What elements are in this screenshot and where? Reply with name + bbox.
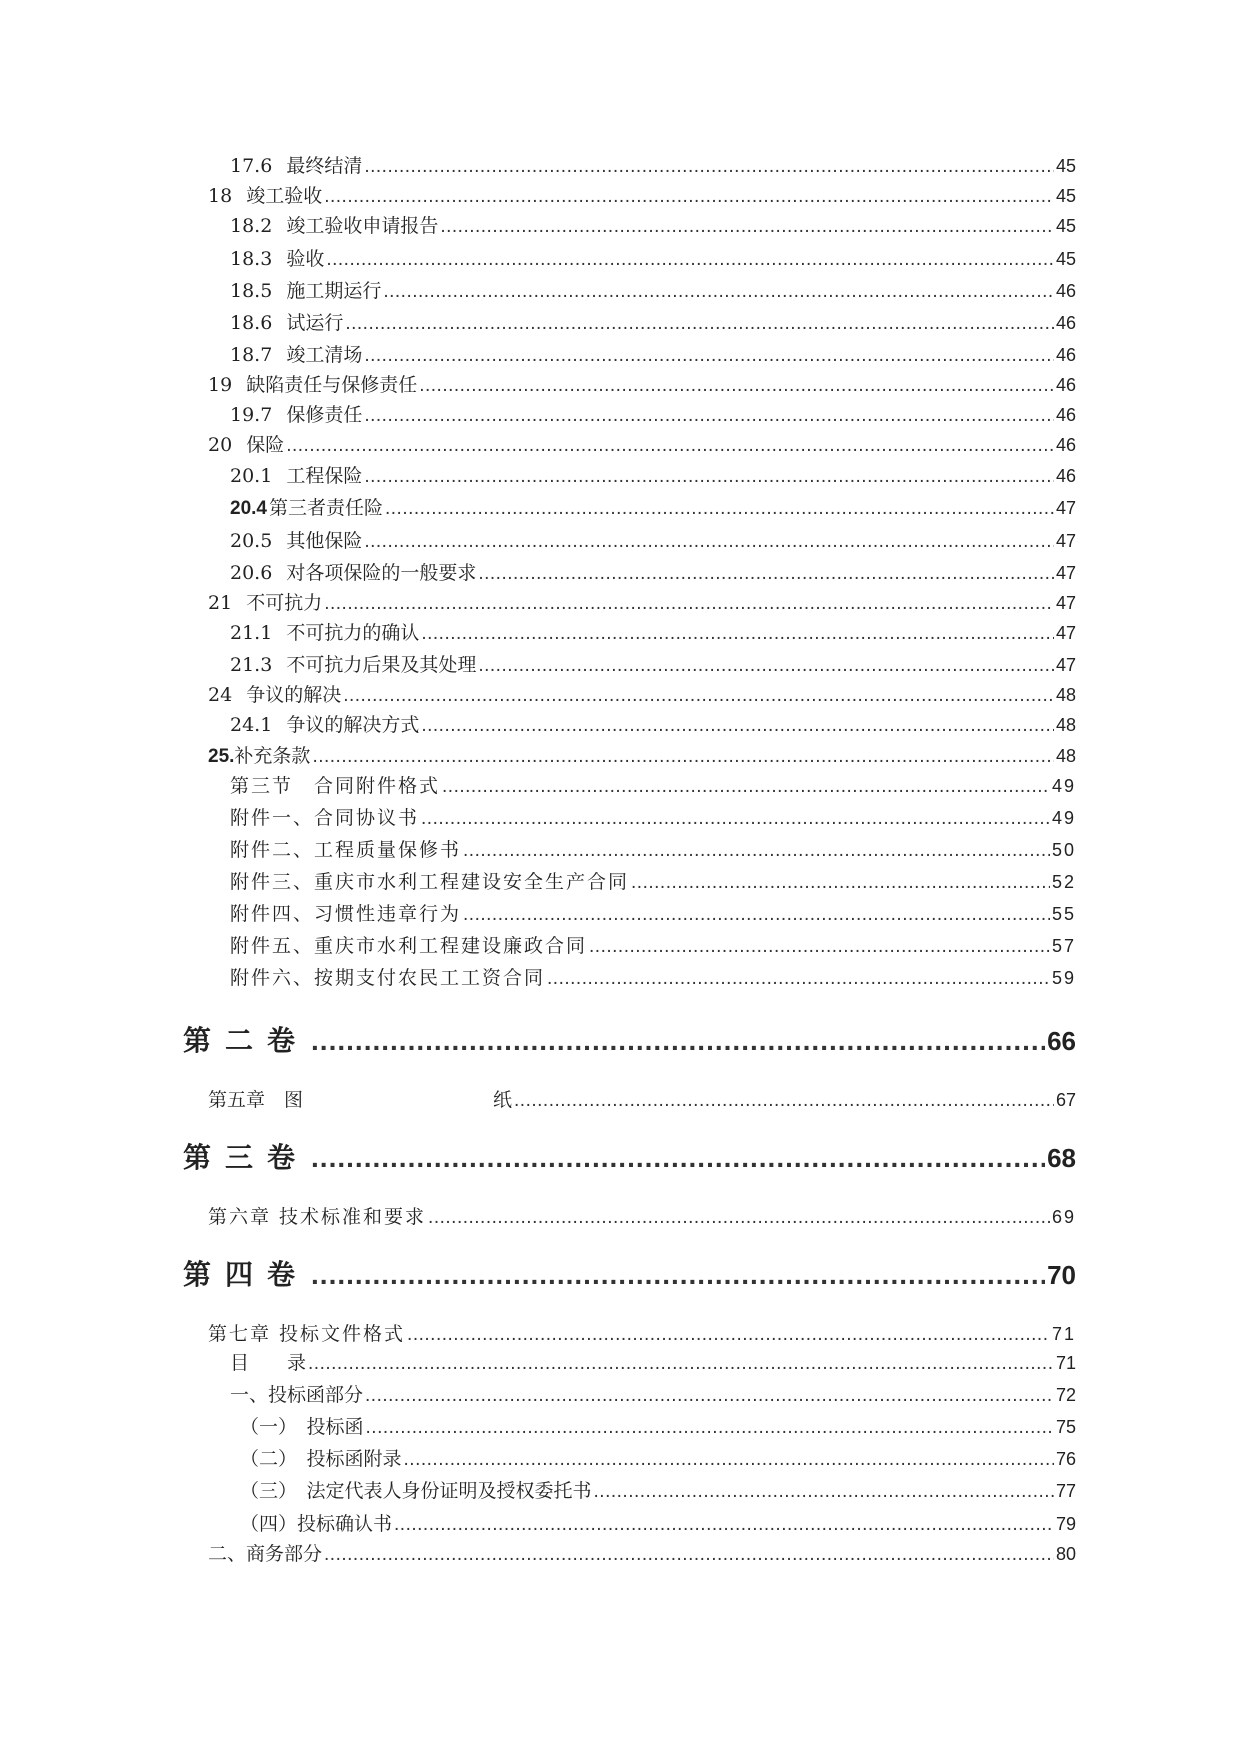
dot-leader	[312, 745, 1054, 769]
dot-leader	[364, 155, 1054, 179]
toc-entry-title: 第三卷	[183, 1141, 310, 1174]
toc-entry-page: 45	[1055, 216, 1076, 236]
toc-entry-number: 24.1	[230, 714, 273, 736]
toc-entry[interactable]	[230, 403, 1076, 428]
toc-entry-page: 47	[1055, 498, 1076, 518]
dot-leader	[345, 312, 1054, 336]
toc-entry-title: 竣工验收	[246, 185, 323, 207]
dot-leader	[428, 1206, 1050, 1230]
toc-entry-title: 附件六、按期支付农民工工资合同	[230, 967, 546, 989]
dot-leader	[343, 684, 1054, 708]
toc-entry[interactable]	[230, 806, 1076, 831]
toc-entry-title: 附件一、合同协议书	[230, 807, 420, 829]
toc-entry-page: 48	[1055, 746, 1076, 766]
toc-entry-title: （一） 投标函	[240, 1416, 364, 1438]
toc-entry-title: 第四卷	[183, 1258, 310, 1291]
dot-leader	[421, 807, 1050, 831]
toc-entry-page: 47	[1055, 563, 1076, 583]
toc-entry-page: 79	[1055, 1514, 1076, 1534]
dot-leader	[324, 185, 1054, 209]
toc-entry-title: 争议的解决	[246, 684, 342, 706]
toc-entry[interactable]	[208, 1205, 1076, 1230]
dot-leader	[364, 465, 1054, 489]
dot-leader	[364, 530, 1054, 554]
toc-entry-number: 20.1	[230, 465, 273, 487]
toc-entry-page: 45	[1055, 156, 1076, 176]
toc-entry-number: 18.6	[230, 312, 273, 334]
toc-entry-title: 保修责任	[286, 404, 363, 426]
toc-entry[interactable]	[230, 653, 1076, 678]
toc-entry-page: 77	[1055, 1481, 1076, 1501]
toc-entry[interactable]	[230, 561, 1076, 586]
toc-entry[interactable]	[230, 343, 1076, 368]
toc-entry[interactable]	[230, 902, 1076, 927]
toc-entry-page: 66	[1047, 1026, 1076, 1056]
toc-entry[interactable]	[230, 311, 1076, 336]
toc-entry-title: 不可抗力后果及其处理	[286, 654, 477, 676]
toc-entry[interactable]	[240, 1415, 1076, 1440]
toc-entry[interactable]	[208, 184, 1076, 209]
toc-entry-title: 第五章 图 纸	[208, 1089, 513, 1111]
toc-entry-page: 45	[1055, 186, 1076, 206]
toc-entry-page: 59	[1051, 968, 1076, 988]
toc-entry-page: 47	[1055, 531, 1076, 551]
toc-entry-title: 试运行	[286, 312, 344, 334]
toc-entry-title: 第三节 合同附件格式	[230, 775, 441, 797]
toc-entry-title: 附件五、重庆市水利工程建设廉政合同	[230, 935, 588, 957]
toc-entry-title: 不可抗力	[246, 592, 323, 614]
toc-entry[interactable]	[230, 838, 1076, 863]
dot-leader	[326, 248, 1054, 272]
toc-entry[interactable]	[208, 373, 1076, 398]
toc-entry-number: 20	[208, 434, 233, 456]
toc-entry[interactable]	[208, 433, 1076, 458]
toc-entry-page: 47	[1055, 623, 1076, 643]
toc-entry[interactable]	[230, 870, 1076, 895]
dot-leader	[394, 1513, 1054, 1537]
dot-leader	[589, 935, 1050, 959]
dot-leader	[421, 714, 1054, 738]
toc-entry-title: 验收	[286, 248, 325, 270]
toc-entry-page: 46	[1055, 281, 1076, 301]
toc-entry-page: 72	[1055, 1385, 1076, 1405]
dot-leader	[311, 1023, 1045, 1059]
dot-leader	[631, 871, 1050, 895]
dot-leader	[365, 1384, 1054, 1408]
dot-leader	[383, 280, 1054, 304]
toc-entry-page: 57	[1051, 936, 1076, 956]
toc-entry-page: 80	[1055, 1544, 1076, 1564]
toc-entry[interactable]	[230, 621, 1076, 646]
toc-entry-number: 18.5	[230, 280, 273, 302]
toc-entry-page: 49	[1051, 808, 1076, 828]
toc-entry-number: 21.1	[230, 622, 273, 644]
dot-leader	[308, 1352, 1054, 1376]
dot-leader	[463, 903, 1050, 927]
toc-entry[interactable]	[230, 247, 1076, 272]
toc-entry-number: 20.4	[230, 498, 267, 519]
toc-entry-page: 76	[1055, 1449, 1076, 1469]
toc-entry[interactable]	[230, 279, 1076, 304]
toc-entry-page: 45	[1055, 249, 1076, 269]
toc-entry-number: 20.6	[230, 562, 273, 584]
dot-leader	[364, 404, 1054, 428]
toc-entry-title: 目 录	[230, 1352, 307, 1374]
toc-entry-title: 施工期运行	[286, 280, 382, 302]
toc-entry-title: 缺陷责任与保修责任	[246, 374, 418, 396]
dot-leader	[324, 1543, 1054, 1567]
toc-entry-title: 对各项保险的一般要求	[286, 562, 477, 584]
dot-leader	[442, 775, 1050, 799]
toc-entry-page: 48	[1055, 715, 1076, 735]
toc-entry[interactable]	[208, 591, 1076, 616]
toc-entry-page: 47	[1055, 593, 1076, 613]
toc-entry-title: 最终结清	[286, 155, 363, 177]
dot-leader	[385, 497, 1054, 521]
toc-entry-page: 68	[1047, 1143, 1076, 1173]
toc-entry-title: 保险	[246, 434, 285, 456]
toc-entry-number: 18.2	[230, 215, 273, 237]
toc-entry-title: 二、商务部分	[208, 1543, 323, 1565]
toc-entry[interactable]	[208, 683, 1076, 708]
toc-entry-page: 46	[1055, 345, 1076, 365]
toc-entry-number: 17.6	[230, 155, 273, 177]
toc-entry-page: 52	[1051, 872, 1076, 892]
toc-entry-page: 46	[1055, 405, 1076, 425]
dot-leader	[547, 967, 1050, 991]
toc-entry[interactable]	[230, 1351, 1076, 1376]
dot-leader	[419, 374, 1054, 398]
toc-entry[interactable]	[208, 744, 1076, 769]
toc-entry-page: 69	[1051, 1207, 1076, 1227]
dot-leader	[514, 1089, 1054, 1113]
dot-leader	[407, 1323, 1050, 1347]
toc-entry-number: 25.	[208, 746, 235, 767]
dot-leader	[440, 215, 1054, 239]
dot-leader	[478, 654, 1054, 678]
toc-entry-title: 附件四、习惯性违章行为	[230, 903, 462, 925]
toc-volume-heading[interactable]	[183, 1023, 1076, 1059]
dot-leader	[404, 1448, 1054, 1472]
toc-entry-title: 不可抗力的确认	[286, 622, 420, 644]
dot-leader	[594, 1480, 1054, 1504]
dot-leader	[421, 622, 1054, 646]
toc-entry-page: 75	[1055, 1417, 1076, 1437]
toc-entry[interactable]	[240, 1512, 1076, 1537]
toc-entry-title: （二） 投标函附录	[240, 1448, 402, 1470]
toc-entry[interactable]	[240, 1447, 1076, 1472]
toc-entry[interactable]	[230, 214, 1076, 239]
toc-entry-title: 第六章 技术标准和要求	[208, 1206, 427, 1228]
toc-entry-number: 19.7	[230, 404, 273, 426]
toc-entry-page: 46	[1055, 313, 1076, 333]
toc-entry-number: 18	[208, 185, 233, 207]
toc-entry-page: 55	[1051, 904, 1076, 924]
toc-entry[interactable]	[230, 934, 1076, 959]
toc-entry-number: 20.5	[230, 530, 273, 552]
toc-entry-title: 第七章 投标文件格式	[208, 1323, 406, 1345]
dot-leader	[286, 434, 1054, 458]
toc-entry-title: （四）投标确认书	[240, 1513, 393, 1535]
toc-entry[interactable]	[230, 966, 1076, 991]
toc-entry-number: 21	[208, 592, 233, 614]
toc-entry[interactable]	[230, 1383, 1076, 1408]
toc-entry-number: 19	[208, 374, 233, 396]
toc-entry-title: 一、投标函部分	[230, 1384, 364, 1406]
toc-entry-page: 70	[1047, 1260, 1076, 1290]
toc-entry[interactable]	[240, 1479, 1076, 1504]
toc-entry[interactable]	[230, 713, 1076, 738]
toc-entry[interactable]	[230, 774, 1076, 799]
dot-leader	[364, 344, 1054, 368]
toc-entry[interactable]	[208, 1322, 1076, 1347]
toc-entry[interactable]	[208, 1542, 1076, 1567]
toc-entry-title: 竣工验收申请报告	[286, 215, 439, 237]
toc-entry-number: 18.3	[230, 248, 273, 270]
toc-entry[interactable]	[230, 529, 1076, 554]
toc-entry-title: 竣工清场	[286, 344, 363, 366]
toc-entry-number: 24	[208, 684, 233, 706]
toc-entry-page: 46	[1055, 435, 1076, 455]
toc-entry-page: 71	[1055, 1353, 1076, 1373]
dot-leader	[478, 562, 1054, 586]
toc-volume-heading[interactable]	[183, 1140, 1076, 1176]
toc-entry-page: 48	[1055, 685, 1076, 705]
toc-entry-page: 49	[1051, 776, 1076, 796]
dot-leader	[324, 592, 1054, 616]
toc-entry-page: 67	[1055, 1090, 1076, 1110]
toc-entry-title: 附件二、工程质量保修书	[230, 839, 462, 861]
toc-entry-number: 18.7	[230, 344, 273, 366]
toc-entry-page: 50	[1051, 840, 1076, 860]
toc-entry-title: 第二卷	[183, 1024, 310, 1057]
toc-entry-title: 其他保险	[286, 530, 363, 552]
dot-leader	[311, 1257, 1045, 1293]
dot-leader	[463, 839, 1050, 863]
toc-entry[interactable]	[230, 496, 1076, 521]
toc-entry-page: 71	[1051, 1324, 1076, 1344]
toc-entry[interactable]	[230, 154, 1076, 179]
toc-entry-title: 补充条款	[234, 745, 311, 767]
toc-entry-title: 附件三、重庆市水利工程建设安全生产合同	[230, 871, 630, 893]
toc-entry-number: 21.3	[230, 654, 273, 676]
toc-entry[interactable]	[208, 1088, 1076, 1113]
dot-leader	[311, 1140, 1045, 1176]
dot-leader	[366, 1416, 1054, 1440]
toc-entry-title: 工程保险	[286, 465, 363, 487]
toc-entry-title: 争议的解决方式	[286, 714, 420, 736]
toc-entry-title: （三） 法定代表人身份证明及授权委托书	[240, 1480, 592, 1502]
toc-entry-page: 46	[1055, 375, 1076, 395]
toc-volume-heading[interactable]	[183, 1257, 1076, 1293]
toc-entry-page: 46	[1055, 466, 1076, 486]
toc-entry-page: 47	[1055, 655, 1076, 675]
toc-entry-title: 第三者责任险	[268, 497, 383, 519]
toc-entry[interactable]	[230, 464, 1076, 489]
